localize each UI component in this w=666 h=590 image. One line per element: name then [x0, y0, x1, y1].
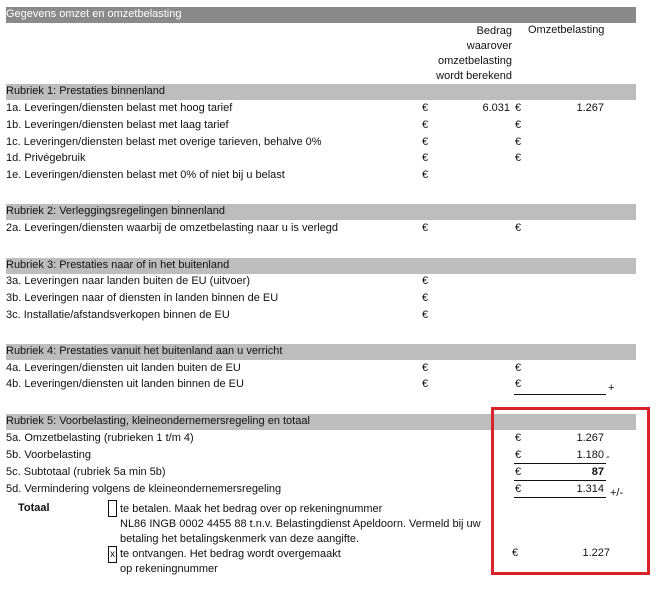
- pay-text: [120, 502, 481, 547]
- row-label-1b: 1b. Leveringen/diensten belast met laag tarief: [6, 119, 229, 131]
- row-label-5a: 5a. Omzetbelasting (rubrieken 1 t/m 4): [6, 432, 194, 444]
- euro-sign: €: [515, 432, 522, 444]
- euro-sign: €: [422, 119, 429, 131]
- receive-text: [120, 547, 341, 577]
- row-label-3a: 3a. Leveringen naar landen buiten de EU (uitvoer): [6, 275, 250, 287]
- euro-sign: €: [422, 362, 429, 374]
- vat-column-header: Omzetbelasting: [528, 24, 605, 36]
- euro-sign: €: [422, 102, 429, 114]
- receive-text-line: op rekeningnummer: [120, 563, 218, 575]
- section-header-rubriek-3: [6, 258, 636, 274]
- row-label-2a: 2a. Leveringen/diensten waarbij de omzetbelasting naar u is verlegd: [6, 222, 339, 234]
- form-title: Gegevens omzet en omzetbelasting: [6, 8, 182, 20]
- receive-checkbox[interactable]: x: [108, 546, 117, 563]
- euro-sign: €: [422, 136, 429, 148]
- row-label-1a: 1a. Leveringen/diensten belast met hoog tarief: [6, 102, 233, 114]
- row-label-3b: 3b. Leveringen naar of diensten in landen binnen de EU: [6, 292, 279, 304]
- vat-value-5a: 1.267: [576, 432, 604, 444]
- base-column-header: [400, 24, 512, 84]
- plus-sign: +: [608, 382, 615, 394]
- highlight-box: [491, 407, 650, 575]
- row-label-4b: 4b. Leveringen/diensten uit landen binnen de EU: [6, 378, 244, 390]
- section-title: Rubriek 4: Prestaties vanuit het buitenland aan u verricht: [6, 345, 283, 357]
- section-header-rubriek-4: [6, 344, 636, 360]
- receive-amount: 1.227: [582, 547, 610, 559]
- base-header-line: omzetbelasting: [438, 55, 512, 67]
- euro-sign: €: [515, 222, 522, 234]
- euro-sign: €: [422, 309, 429, 321]
- euro-sign: €: [422, 292, 429, 304]
- row-label-5b: 5b. Voorbelasting: [6, 449, 92, 461]
- row-label-3c: 3c. Installatie/afstandsverkopen binnen de EU: [6, 309, 230, 321]
- euro-sign: €: [515, 362, 522, 374]
- vat-value-5d: 1.314: [576, 483, 604, 495]
- euro-sign: €: [515, 119, 522, 131]
- section-title: Rubriek 1: Prestaties binnenland: [6, 85, 165, 97]
- euro-sign: €: [422, 275, 429, 287]
- euro-sign: €: [515, 102, 522, 114]
- section-title: Rubriek 5: Voorbelasting, kleineondernemersregeling en totaal: [6, 415, 310, 427]
- pay-text-line: te betalen. Maak het bedrag over op rekeningnummer: [120, 503, 383, 515]
- totaal-label: Totaal: [18, 502, 50, 514]
- pay-checkbox[interactable]: [108, 500, 117, 517]
- euro-sign: €: [512, 547, 519, 559]
- plus-minus-sign: +/-: [610, 487, 624, 499]
- base-header-line: wordt berekend: [436, 70, 512, 82]
- receive-text-line: te ontvangen. Het bedrag wordt overgemaakt: [120, 548, 341, 560]
- minus-sign: -: [606, 451, 610, 463]
- section-header-rubriek-2: [6, 204, 636, 220]
- vat-value-5c: 87: [591, 466, 604, 478]
- euro-sign: €: [422, 152, 429, 164]
- vat-value-1a: 1.267: [576, 102, 604, 114]
- base-header-line: waarover: [466, 40, 512, 52]
- euro-sign: €: [515, 483, 522, 495]
- euro-sign: €: [515, 378, 522, 390]
- sum-underline: [514, 394, 606, 395]
- pay-text-line: betaling het betalingskenmerk van deze aangifte.: [120, 533, 360, 545]
- section-header-rubriek-1: [6, 84, 636, 100]
- euro-sign: €: [422, 222, 429, 234]
- vat-value-5b: 1.180: [576, 449, 604, 461]
- row-label-5d: 5d. Vermindering volgens de kleineondernemersregeling: [6, 483, 282, 495]
- section-title: Rubriek 2: Verleggingsregelingen binnenland: [6, 205, 225, 217]
- section-title: Rubriek 3: Prestaties naar of in het buitenland: [6, 259, 230, 271]
- row-label-5c: 5c. Subtotaal (rubriek 5a min 5b): [6, 466, 166, 478]
- euro-sign: €: [515, 136, 522, 148]
- euro-sign: €: [515, 466, 522, 478]
- euro-sign: €: [422, 378, 429, 390]
- pay-text-line: NL86 INGB 0002 4455 88 t.n.v. Belastingdienst Apeldoorn. Vermeld bij uw: [120, 518, 481, 530]
- euro-sign: €: [515, 152, 522, 164]
- row-label-1d: 1d. Privégebruik: [6, 152, 86, 164]
- euro-sign: €: [515, 449, 522, 461]
- form-title-band: [6, 7, 636, 23]
- base-value-1a: 6.031: [482, 102, 510, 114]
- row-label-1e: 1e. Leveringen/diensten belast met 0% of niet bij u belast: [6, 169, 285, 181]
- row-label-1c: 1c. Leveringen/diensten belast met overige tarieven, behalve 0%: [6, 136, 322, 148]
- row-label-4a: 4a. Leveringen/diensten uit landen buiten de EU: [6, 362, 241, 374]
- euro-sign: €: [422, 169, 429, 181]
- base-header-line: Bedrag: [476, 25, 512, 37]
